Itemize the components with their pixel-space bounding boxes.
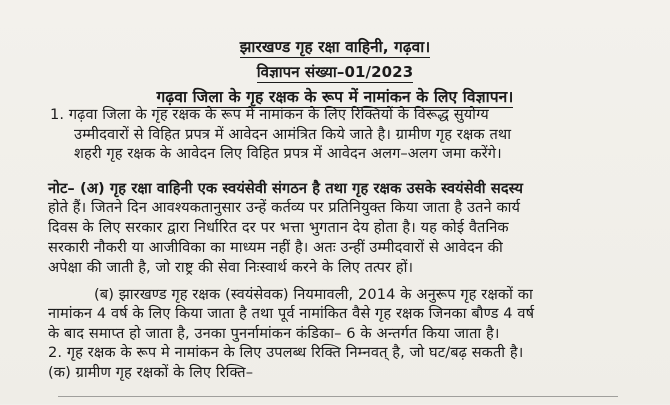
para1-line2: उम्मीदवारों से विहित प्रपत्र में आवेदन आमंत्रित किये जाते है। ग्रामीण गृह रक्षक तथा xyxy=(74,126,512,143)
note-a-line2: होते हैं। जितने दिन आवश्यकतानुसार उन्हें कर्तव्य पर प्रतिनियुक्त किया जाता है उतने कार्य xyxy=(48,199,521,216)
subject-heading xyxy=(0,88,670,106)
subject-heading-text: गढ़वा जिला के गृह रक्षक के रूप में नामांकन के लिए विज्ञापन। xyxy=(156,88,514,106)
ad-number-text: विज्ञापन संख्या–01/2023 xyxy=(256,63,414,81)
note-b-line3: के बाद समाप्त हो जाता है, उनका पुनर्नामांकन कंडिका– 6 के अन्तर्गत किया जाता है। xyxy=(48,325,500,342)
ad-number xyxy=(0,63,670,81)
note-a-line5: अपेक्षा की जाती है, जो राष्ट्र की सेवा निःस्वार्थ करने के लिए तत्पर हों। xyxy=(48,259,414,276)
note-a-line3: दिवस के लिए सरकार द्वारा निर्धारित दर पर भत्ता भुगतान देय होता है। यह कोई वैतनिक xyxy=(48,219,509,236)
note-a-line1: नोट– (अ) गृह रक्षा वाहिनी एक स्वयंसेवी संगठन है तथा गृह रक्षक उसके स्वयंसेवी सदस्य xyxy=(48,180,524,197)
para2-line1: 2. गृह रक्षक के रूप मे नामांकन के लिए उपलब्ध रिक्ति निम्नवत् है, जो घट/बढ़ सकती है। xyxy=(48,344,524,361)
para1-line3: शहरी गृह रक्षक के आवेदन लिए विहित प्रपत्र में आवेदन अलग–अलग जमा करेंगे। xyxy=(74,145,502,162)
para1-line1: 1. गढ़वा जिला के गृह रक्षक के रूप मे नामांकन के लिए रिक्तियों के विरूद्ध सुयोग्य xyxy=(50,106,489,123)
note-b-line1: (ब) झारखण्ड गृह रक्षक (स्वयंसेवक) नियमावली, 2014 के अनुरूप गृह रक्षकों का xyxy=(94,286,533,303)
org-title-text: झारखण्ड गृह रक्षा वाहिनी, गढ़वा। xyxy=(239,38,431,56)
para2-line2: (क) ग्रामीण गृह रक्षकों के लिए रिक्ति– xyxy=(48,364,254,381)
note-b-line2: नामांकन 4 वर्ष के लिए किया जाता है तथा पूर्व नामांकित वैसे गृह रक्षक जिनका बौण्ड 4 वर्ष xyxy=(48,305,535,322)
note-a-line4: सरकारी नौकरी या आजीविका का माध्यम नहीं है। अतः उन्हीं उम्मीदवारों से आवेदन की xyxy=(48,239,503,256)
org-title xyxy=(0,38,670,56)
